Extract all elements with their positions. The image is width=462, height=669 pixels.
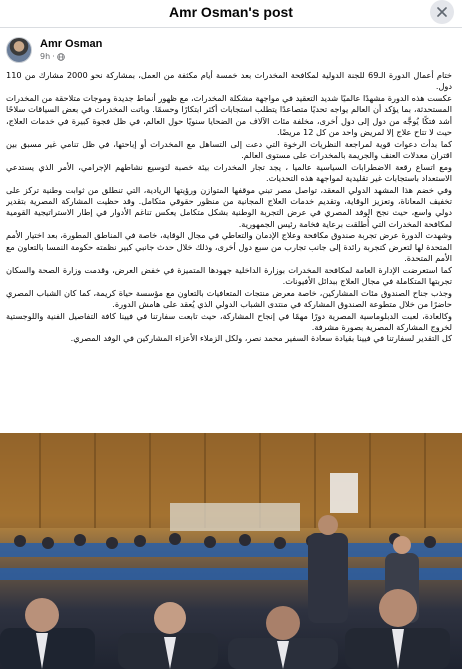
close-icon bbox=[437, 7, 447, 17]
post-paragraph: وفي خضم هذا المشهد الدولي المعقد، تواصل مصر تبني موقفها المتوازن ورؤيتها الريادية، التي تنطلق من ثوابت وطنية تركز على تخفيف المعاناة، وتعزيز الوقاية، وتقديم خدمات العلاج المجانية من منظور حقوقي متكامل. وقد حظيت المشاركة المصرية بتقدير دولي واسع، حيث نجح الوفد المصري في عرض التجربة الوطنية بشكل متكامل يعكس تناغم الأدوار في إطار الاستراتيجية القومية لمكافحة المخدرات التي أُطلقت برعاية فخامة رئيس الجمهورية. bbox=[6, 184, 452, 229]
post-text bbox=[6, 70, 452, 426]
post-paragraph: وكالعادة، لعبت الدبلوماسية المصرية دورًا مهمًا في إنجاح المشاركة، حيث تابعت سفارتنا في فيينا كافة التفاصيل الفنية واللوجستية لخروج المشاركة المصرية بصورة مشرفة. bbox=[6, 310, 452, 332]
post-paragraph: ختام أعمال الدورة الـ69 للجنة الدولية لمكافحة المخدرات بعد خمسة أيام مكثفة من العمل، بمشاركة نحو 2000 مشارك من 110 دول. bbox=[6, 70, 452, 92]
modal-header bbox=[0, 0, 462, 28]
post-header bbox=[6, 37, 446, 65]
post-paragraph: وجذب جناح الصندوق مئات المشاركين، خاصة معرض منتجات المتعافيات بالتعاون مع مؤسسة حياة كريمة، كما كان الشباب المصري حاضرًا من خلال متطوعة الصندوق المشاركة في منتدى الشباب الدولي الذي يُعقد على هامش الدورة. bbox=[6, 287, 452, 310]
post-time[interactable]: 9h bbox=[40, 52, 51, 61]
avatar[interactable] bbox=[6, 37, 32, 63]
modal-title: Amr Osman's post bbox=[169, 4, 293, 20]
post-meta: 9h · bbox=[40, 52, 65, 61]
conference-photo bbox=[0, 433, 462, 669]
post-paragraph: كل التقدير لسفارتنا في فيينا بقيادة سعادة السفير محمد نصر، ولكل الزملاء الأعزاء المشاركين في الوفد المصري. bbox=[70, 333, 452, 344]
author-name[interactable]: Amr Osman bbox=[40, 38, 103, 50]
close-button[interactable] bbox=[430, 0, 454, 24]
post-paragraph: عكست هذه الدورة مشهدًا عالميًا شديد التعقيد في مواجهة مشكلة المخدرات، مع ظهور أنماط جديدة وموجات متلاحقة من المخدرات المستحدثة، بما يؤكد أن العالم يواجه تحديًا متصاعدًا يتطلب استجابات أكثر ابتكارًا وحسمًا. وباتت المخدرات في بعض السياقات سلاحًا أشد فتكًا يُوجَّه من دول إلى دول أخرى، مخلفة مئات الآلاف من الضحايا سنويًا حول العالم، في ظل فجوة كبيرة في خدمات العلاج، حيث لا تتاح علاج إلا لمريض واحد من كل 12 مريضًا. bbox=[6, 92, 452, 138]
globe-icon bbox=[57, 53, 65, 61]
post-paragraph: كما بدأت دعوات قوية لمراجعة النظريات الرخوة التي دعت إلى التساهل مع المخدرات أو إباحتها، في ظل تنامي غير مسبق بين اقتران معدلات العنف والجريمة بالمخدرات على مستوى العالم. bbox=[6, 138, 452, 161]
post-paragraph: كما استعرضت الإدارة العامة لمكافحة المخدرات بوزارة الداخلية جهودها المتميزة في خفض العرض، وقدمت وزارة الصحة والسكان تجربتها المتكاملة في مجال العلاج ببدائل الأفيونات. bbox=[6, 264, 452, 287]
post-paragraph: ومع اتساع رقعة الاضطرابات السياسية عالميا ، يجد تجار المخدرات بيئة خصبة لتوسيع نشاطهم الإجرامي، الأمر الذي يستدعي الاستعداد باستجابات غير تقليدية لمواجهة هذه التحديات. bbox=[6, 161, 452, 184]
post-paragraph: وشهدت الدورة عرض تجربة صندوق مكافحة وعلاج الإدمان والتعاطي في مجال الوقاية، خاصة في المناطق المطورة، بعد اختيار الأمم المتحدة لها لتعرض كتجربة رائدة إلى جانب تجارب من سبع دول أخرى، وذلك خلال حدث جانبي كبير نظمته حكومة النمسا بالتعاون مع الأمم المتحدة. bbox=[6, 230, 452, 264]
post-photo[interactable] bbox=[0, 433, 462, 669]
